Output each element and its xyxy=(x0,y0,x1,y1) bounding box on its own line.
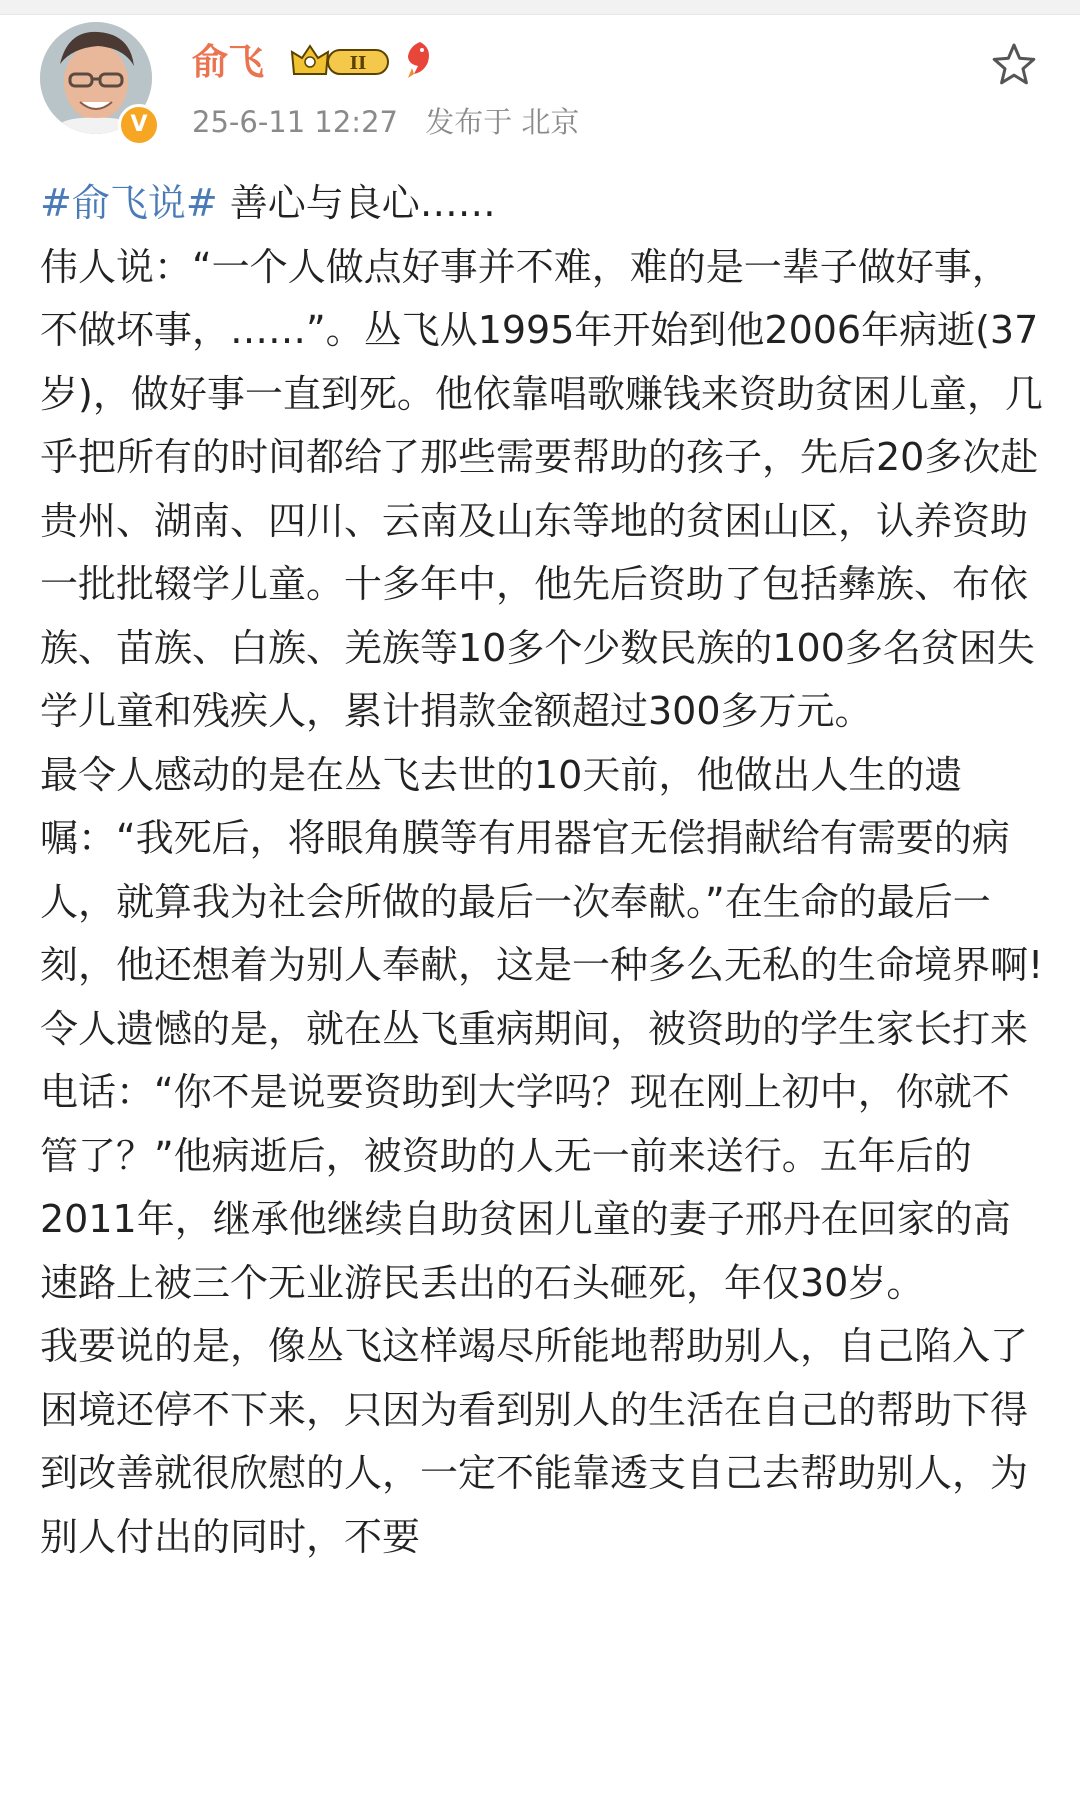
verified-badge-icon: V xyxy=(118,104,160,146)
star-icon[interactable] xyxy=(990,40,1038,88)
hashtag-link[interactable]: #俞飞说# xyxy=(40,181,218,225)
post-paragraph: 令人遗憾的是，就在丛飞重病期间，被资助的学生家长打来电话：“你不是说要资助到大学吗？现在刚上初中，你就不管了？”他病逝后，被资助的人无一前来送行。五年后的2011年，继承他继续自助贫困儿童的妻子邢丹在回家的高速路上被三个无业游民丢出的石头砸死，年仅30岁。 xyxy=(40,1006,1029,1305)
crown-level-text: II xyxy=(349,53,367,74)
post-timestamp: 25-6-11 12:27 xyxy=(192,105,398,139)
post-paragraph: 伟人说：“一个人做点好事并不难，难的是一辈子做好事，不做坏事，……”。丛飞从1995年开始到他2006年病逝(37岁)，做好事一直到死。他依靠唱歌赚钱来资助贫困儿童，几乎把所有的时间都给了那些需要帮助的孩子，先后20多次赴贵州、湖南、四川、云南及山东等地的贫困山区，认养资助一批批辍学儿童。十多年中，他先后资助了包括彝族、布依族、苗族、白族、羌族等10多个少数民族的100多名贫困失学儿童和残疾人，累计捐款金额超过300多万元。 xyxy=(40,244,1043,733)
post-paragraph: 我要说的是，像丛飞这样竭尽所能地帮助别人，自己陷入了困境还停不下来，只因为看到别人的生活在自己的帮助下得到改善就很欣慰的人，一定不能靠透支自己去帮助别人，为别人付出的同时，不要 xyxy=(40,1324,1029,1559)
post-location: 发布于 北京 xyxy=(425,105,580,139)
post-content xyxy=(40,172,1045,1569)
crown-level-badge-icon xyxy=(288,36,398,80)
post-title-line xyxy=(40,172,1045,236)
post-paragraph: 最令人感动的是在丛飞去世的10天前，他做出人生的遗嘱：“我死后，将眼角膜等有用器官无偿捐献给有需要的病人，就算我为社会所做的最后一次奉献。”在生命的最后一刻，他还想着为别人奉献，这是一种多么无私的生命境界啊! xyxy=(40,752,1044,987)
koi-badge-icon xyxy=(402,38,436,78)
user-name[interactable]: 俞飞 xyxy=(192,42,265,83)
post-meta xyxy=(192,100,579,141)
top-divider xyxy=(0,0,1080,15)
post-title: 善心与良心…… xyxy=(217,181,496,225)
